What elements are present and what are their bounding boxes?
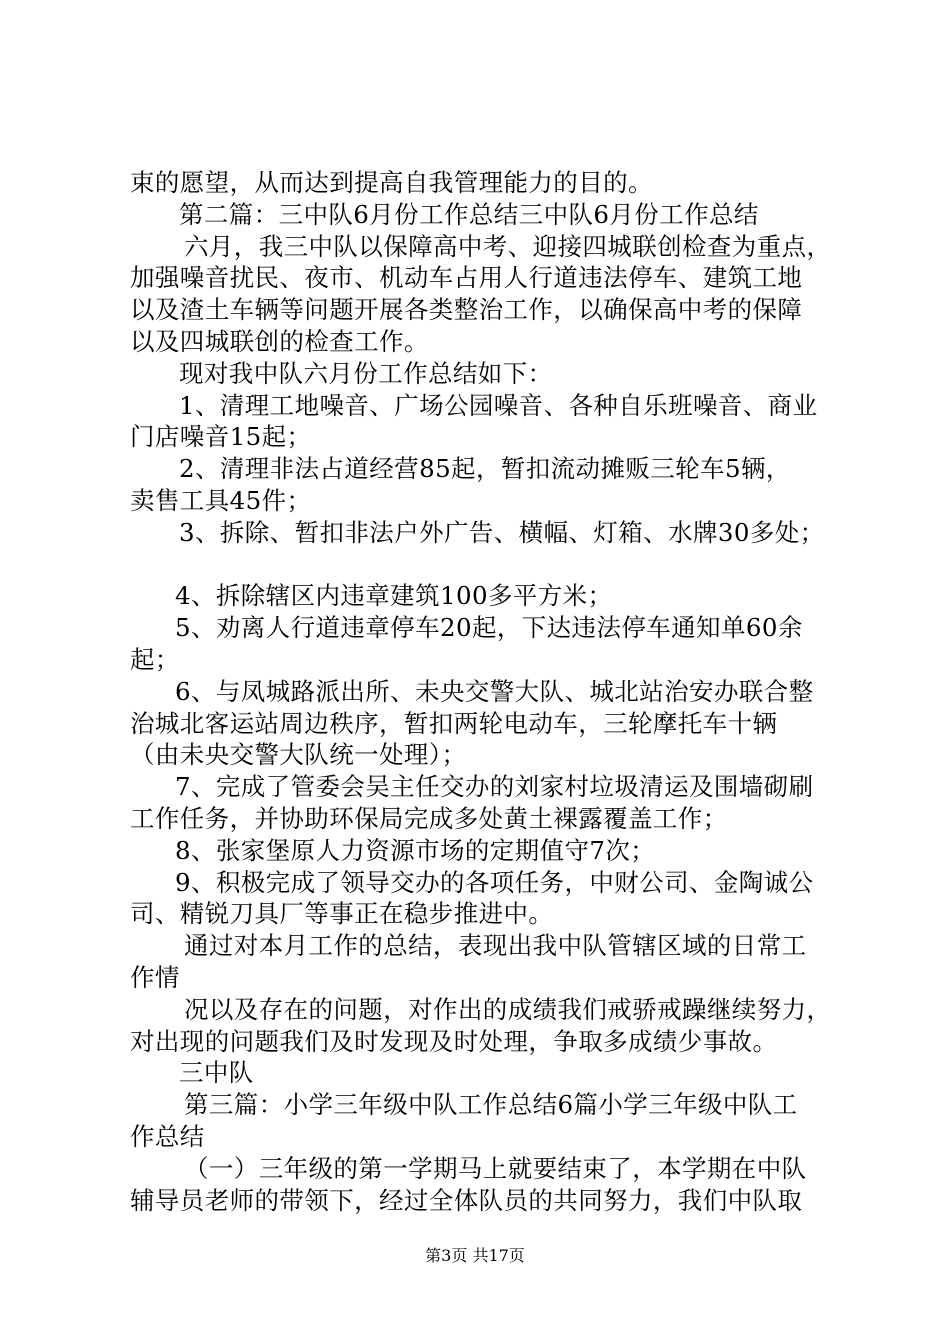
text-line: 作总结 [130, 1121, 205, 1151]
text-line: 2、清理非法占道经营85起，暂扣流动摊贩三轮车5辆， [179, 454, 791, 484]
text-line: 束的愿望，从而达到提高自我管理能力的目的。 [130, 168, 653, 197]
text-line: 治城北客运站周边秩序，暂扣两轮电动车，三轮摩托车十辆 [130, 708, 778, 738]
text-line: 7、完成了管委会吴主任交办的刘家村垃圾清运及围墙砌刷 [175, 772, 814, 802]
text-line: 况以及存在的问题，对作出的成绩我们戒骄戒躁继续努力， [184, 994, 832, 1024]
text-line: 卖售工具45件； [130, 485, 312, 515]
document-body [130, 167, 850, 1216]
text-line: 现对我中队六月份工作总结如下： [179, 358, 553, 388]
text-line: 通过对本月工作的总结，表现出我中队管辖区域的日常工 [184, 931, 807, 961]
text-line: 1、清理工地噪音、广场公园噪音、各种自乐班噪音、商业 [179, 390, 818, 420]
text-line: 加强噪音扰民、夜市、机动车占用人行道违法停车、建筑工地 [130, 263, 803, 293]
text-line: 第三篇：小学三年级中队工作总结6篇小学三年级中队工 [184, 1090, 798, 1120]
text-line: 以及四城联创的检查工作。 [130, 326, 429, 356]
text-line: （一）三年级的第一学期马上就要结束了，本学期在中队 [184, 1153, 807, 1183]
text-line: 作情 [130, 962, 180, 992]
text-line: 3、拆除、暂扣非法户外广告、横幅、灯箱、水牌30多处； [179, 517, 825, 547]
text-line: 以及渣土车辆等问题开展各类整治工作，以确保高中考的保障 [130, 295, 803, 325]
text-line: 司、精锐刀具厂等事正在稳步推进中。 [130, 899, 554, 929]
text-line: 5、劝离人行道违章停车20起，下达违法停车通知单60余 [175, 613, 803, 643]
text-line: 工作任务，并协助环保局完成多处黄土裸露覆盖工作； [130, 803, 728, 833]
page-footer: 第3页 共17页 [425, 1246, 525, 1265]
text-line: 6、与凤城路派出所、未央交警大队、城北站治安办联合整 [175, 676, 814, 706]
text-line: 9、积极完成了领导交办的各项任务，中财公司、金陶诚公 [175, 867, 814, 897]
text-line: 辅导员老师的带领下，经过全体队员的共同努力，我们中队取 [130, 1185, 803, 1215]
text-line: 8、张家堡原人力资源市场的定期值守7次； [175, 835, 656, 865]
text-line: 第二篇：三中队6月份工作总结三中队6月份工作总结 [179, 199, 759, 229]
text-line: 六月，我三中队以保障高中考、迎接四城联创检查为重点， [184, 231, 832, 261]
text-line: 门店噪音15起； [130, 422, 312, 452]
text-line: （由未央交警大队统一处理）； [130, 740, 467, 770]
text-line: 三中队 [179, 1058, 254, 1088]
blank-line [130, 549, 850, 581]
text-line: 4、拆除辖区内违章建筑100多平方米； [175, 581, 613, 611]
text-line: 起； [130, 644, 180, 674]
text-line: 对出现的问题我们及时发现及时处理，争取多成绩少事故。 [130, 1026, 778, 1056]
